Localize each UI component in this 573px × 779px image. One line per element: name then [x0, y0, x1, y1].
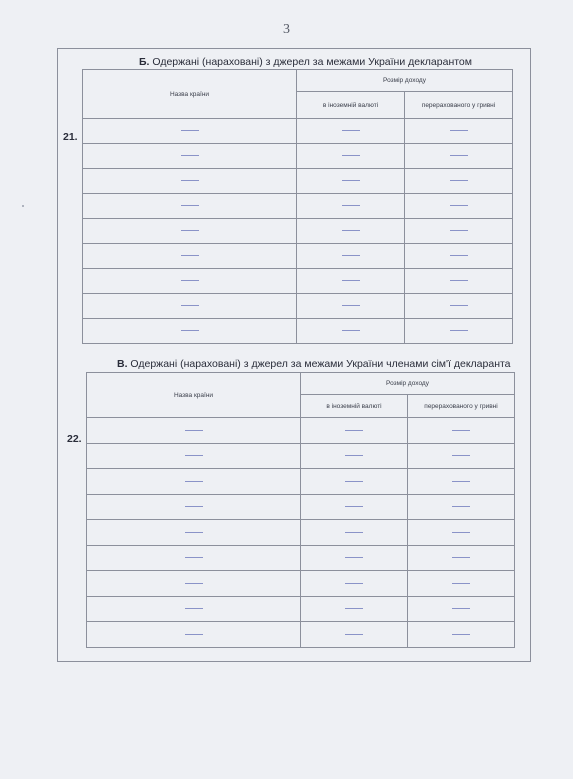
- table-row: [83, 269, 513, 294]
- section-v-rows: [87, 418, 515, 648]
- empty-dash: [342, 255, 360, 256]
- empty-dash: [345, 634, 363, 635]
- cell-uah: [405, 144, 513, 169]
- header-income-size: Розмір доходу: [297, 70, 513, 92]
- empty-dash: [452, 608, 470, 609]
- empty-dash: [450, 280, 468, 281]
- section-b-row-number: 21.: [63, 131, 78, 143]
- table-row: [83, 319, 513, 344]
- empty-dash: [345, 481, 363, 482]
- cell-foreign: [301, 443, 408, 469]
- empty-dash: [450, 330, 468, 331]
- cell-uah: [405, 219, 513, 244]
- table-row: [83, 219, 513, 244]
- empty-dash: [452, 634, 470, 635]
- cell-uah: [408, 418, 515, 444]
- header-foreign-currency: в іноземній валюті: [301, 395, 408, 418]
- header-country: Назва країни: [87, 373, 301, 418]
- table-row: [87, 571, 515, 597]
- cell-country: [83, 319, 297, 344]
- empty-dash: [345, 430, 363, 431]
- empty-dash: [181, 280, 199, 281]
- table-row: [83, 144, 513, 169]
- page-number: 3: [283, 22, 290, 37]
- cell-uah: [405, 244, 513, 269]
- empty-dash: [342, 155, 360, 156]
- empty-dash: [345, 455, 363, 456]
- cell-uah: [405, 169, 513, 194]
- empty-dash: [185, 481, 203, 482]
- cell-country: [87, 469, 301, 495]
- table-row: [87, 596, 515, 622]
- empty-dash: [342, 305, 360, 306]
- empty-dash: [342, 280, 360, 281]
- cell-foreign: [297, 244, 405, 269]
- empty-dash: [181, 155, 199, 156]
- cell-foreign: [297, 319, 405, 344]
- cell-uah: [408, 469, 515, 495]
- table-row: [83, 194, 513, 219]
- empty-dash: [185, 608, 203, 609]
- empty-dash: [342, 230, 360, 231]
- table-row: [83, 169, 513, 194]
- section-b-title: [139, 56, 472, 68]
- section-b-rows: [83, 119, 513, 344]
- cell-foreign: [301, 469, 408, 495]
- empty-dash: [452, 506, 470, 507]
- empty-dash: [450, 305, 468, 306]
- table-row: [83, 244, 513, 269]
- empty-dash: [452, 430, 470, 431]
- section-v-row-number: 22.: [67, 433, 82, 445]
- empty-dash: [185, 557, 203, 558]
- section-b-letter: Б.: [139, 56, 150, 68]
- empty-dash: [450, 230, 468, 231]
- empty-dash: [185, 634, 203, 635]
- scan-speck: [22, 205, 24, 207]
- empty-dash: [345, 557, 363, 558]
- cell-country: [87, 443, 301, 469]
- header-uah: перерахованого у гривні: [408, 395, 515, 418]
- empty-dash: [450, 155, 468, 156]
- empty-dash: [450, 130, 468, 131]
- cell-uah: [405, 294, 513, 319]
- empty-dash: [181, 130, 199, 131]
- cell-foreign: [301, 596, 408, 622]
- cell-country: [87, 418, 301, 444]
- cell-foreign: [301, 520, 408, 546]
- cell-foreign: [297, 269, 405, 294]
- cell-country: [83, 169, 297, 194]
- empty-dash: [450, 255, 468, 256]
- empty-dash: [345, 532, 363, 533]
- section-b-title-text: Одержані (нараховані) з джерел за межами України декларантом: [152, 56, 472, 68]
- empty-dash: [345, 506, 363, 507]
- empty-dash: [452, 557, 470, 558]
- table-row: [87, 545, 515, 571]
- cell-uah: [408, 571, 515, 597]
- section-v-title-text: Одержані (нараховані) з джерел за межами України членами сім'ї декларанта: [130, 358, 511, 370]
- table-row: [83, 119, 513, 144]
- cell-uah: [408, 596, 515, 622]
- empty-dash: [185, 583, 203, 584]
- table-row: [87, 622, 515, 648]
- cell-foreign: [301, 622, 408, 648]
- cell-uah: [408, 622, 515, 648]
- cell-country: [87, 596, 301, 622]
- empty-dash: [450, 180, 468, 181]
- cell-country: [87, 571, 301, 597]
- empty-dash: [452, 455, 470, 456]
- empty-dash: [342, 205, 360, 206]
- cell-country: [83, 219, 297, 244]
- cell-country: [83, 244, 297, 269]
- empty-dash: [181, 230, 199, 231]
- cell-country: [87, 520, 301, 546]
- cell-uah: [408, 545, 515, 571]
- cell-country: [83, 269, 297, 294]
- cell-country: [83, 144, 297, 169]
- cell-country: [83, 194, 297, 219]
- empty-dash: [342, 130, 360, 131]
- cell-country: [83, 294, 297, 319]
- empty-dash: [181, 205, 199, 206]
- cell-uah: [408, 520, 515, 546]
- header-foreign-currency: в іноземній валюті: [297, 92, 405, 119]
- cell-foreign: [301, 571, 408, 597]
- cell-uah: [405, 194, 513, 219]
- empty-dash: [345, 608, 363, 609]
- cell-foreign: [301, 418, 408, 444]
- header-country: Назва країни: [83, 70, 297, 119]
- cell-uah: [408, 494, 515, 520]
- empty-dash: [342, 330, 360, 331]
- empty-dash: [185, 430, 203, 431]
- cell-foreign: [301, 494, 408, 520]
- empty-dash: [181, 255, 199, 256]
- empty-dash: [452, 532, 470, 533]
- cell-foreign: [297, 194, 405, 219]
- cell-foreign: [297, 144, 405, 169]
- cell-country: [83, 119, 297, 144]
- cell-foreign: [297, 119, 405, 144]
- cell-uah: [408, 443, 515, 469]
- section-v-title: [117, 358, 511, 370]
- empty-dash: [185, 506, 203, 507]
- empty-dash: [181, 180, 199, 181]
- section-b-table: [82, 69, 513, 344]
- table-row: [83, 294, 513, 319]
- header-uah: перерахованого у гривні: [405, 92, 513, 119]
- cell-country: [87, 494, 301, 520]
- empty-dash: [452, 481, 470, 482]
- cell-uah: [405, 119, 513, 144]
- section-v-table: [86, 372, 515, 648]
- table-row: [87, 418, 515, 444]
- table-row: [87, 520, 515, 546]
- cell-foreign: [297, 294, 405, 319]
- empty-dash: [181, 305, 199, 306]
- cell-foreign: [297, 219, 405, 244]
- section-v-letter: В.: [117, 358, 128, 370]
- cell-uah: [405, 319, 513, 344]
- empty-dash: [185, 455, 203, 456]
- cell-uah: [405, 269, 513, 294]
- table-row: [87, 469, 515, 495]
- cell-country: [87, 622, 301, 648]
- cell-foreign: [301, 545, 408, 571]
- header-income-size: Розмір доходу: [301, 373, 515, 395]
- empty-dash: [185, 532, 203, 533]
- cell-foreign: [297, 169, 405, 194]
- empty-dash: [345, 583, 363, 584]
- empty-dash: [342, 180, 360, 181]
- table-row: [87, 494, 515, 520]
- cell-country: [87, 545, 301, 571]
- empty-dash: [450, 205, 468, 206]
- empty-dash: [452, 583, 470, 584]
- empty-dash: [181, 330, 199, 331]
- table-row: [87, 443, 515, 469]
